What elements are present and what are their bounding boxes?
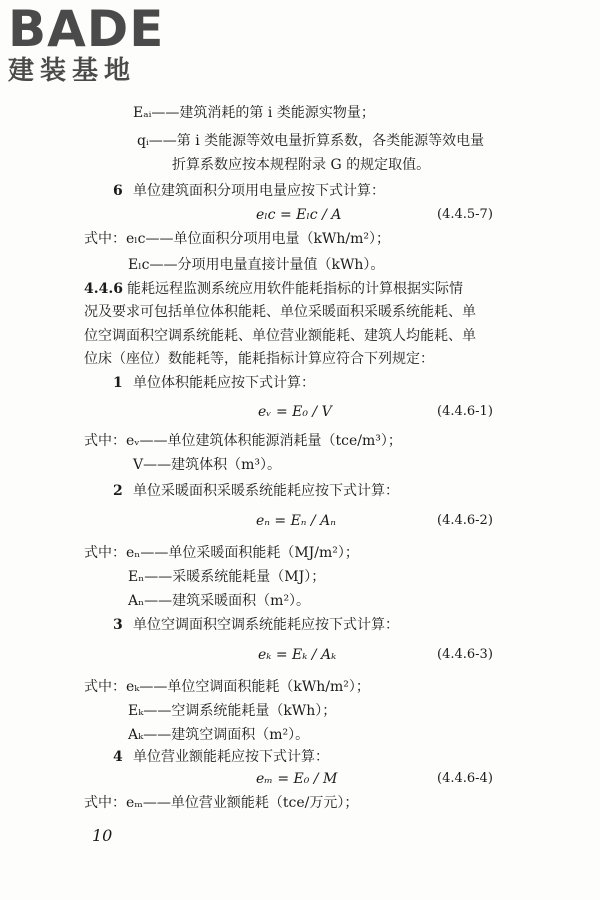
where-e-n: 式中：eₙ——单位采暖面积能耗（MJ/m²）； (84, 545, 359, 561)
section-number: 4.4.6 (84, 281, 123, 297)
equation-4-4-6-4: eₘ = E₀ / M (256, 771, 338, 787)
where-A-n: Aₙ——建筑采暖面积（m²）。 (128, 593, 311, 609)
item-6-text: 单位建筑面积分项用电量应按下式计算： (133, 183, 385, 199)
logo-subtitle: 建装基地 (8, 56, 137, 86)
where-A-k: Aₖ——建筑空调面积（m²）。 (128, 727, 310, 743)
item-4-text: 单位营业额能耗应按下式计算： (133, 749, 329, 765)
equation-4-4-6-2: eₙ = Eₙ / Aₙ (256, 513, 336, 529)
page-number: 10 (92, 826, 113, 845)
item-2-number: 2 (113, 483, 123, 499)
equation-number-4-4-6-4: (4.4.6-4) (437, 771, 493, 786)
where-E-n: Eₙ——采暖系统能耗量（MJ）； (128, 569, 326, 585)
where-E-k: Eₖ——空调系统能耗量（kWh）； (128, 703, 337, 719)
where-e-lc: 式中：eₗc——单位面积分项用电量（kWh/m²）； (84, 231, 391, 247)
where-e-v: 式中：eᵥ——单位建筑体积能源消耗量（tce/m³）； (84, 433, 402, 449)
equation-4-4-6-3: eₖ = Eₖ / Aₖ (258, 647, 337, 663)
equation-number-4-4-6-1: (4.4.6-1) (437, 404, 493, 419)
where-e-m: 式中：eₘ——单位营业额能耗（tce/万元）； (84, 795, 359, 811)
definition-q-i-cont: 折算系数应按本规程附录 G 的规定取值。 (172, 157, 431, 173)
paragraph-line-4: 位床（座位）数能耗等，能耗指标计算应符合下列规定： (84, 351, 434, 367)
item-2-text: 单位采暖面积采暖系统能耗应按下式计算： (133, 483, 399, 499)
equation-number-4-4-6-2: (4.4.6-2) (437, 513, 493, 528)
item-3-text: 单位空调面积空调系统能耗应按下式计算： (133, 617, 399, 633)
definition-q-i: qᵢ——第 i 类能源等效电量折算系数，各类能源等效电量 (137, 133, 485, 149)
equation-number-4-4-6-3: (4.4.6-3) (437, 647, 493, 662)
brand-logo (8, 0, 178, 86)
item-1-number: 1 (113, 375, 123, 391)
paragraph-line-2: 况及要求可包括单位体积能耗、单位采暖面积采暖系统能耗、单 (84, 304, 476, 320)
where-E-lc: Eₗc——分项用电量直接计量值（kWh）。 (128, 257, 385, 273)
equation-number-4-4-5-7: (4.4.5-7) (437, 207, 493, 222)
section-text: 能耗远程监测系统应用软件能耗指标的计算根据实际情 (127, 281, 463, 297)
item-1-text: 单位体积能耗应按下式计算： (133, 375, 315, 391)
item-6-number: 6 (113, 183, 123, 199)
item-3-number: 3 (113, 617, 123, 633)
where-V: V——建筑体积（m³）。 (133, 457, 281, 473)
where-e-k: 式中：eₖ——单位空调面积能耗（kWh/m²）； (84, 679, 370, 695)
equation-4-4-5-7: eₗc = Eₗc / A (256, 207, 342, 223)
equation-4-4-6-1: eᵥ = E₀ / V (258, 404, 332, 420)
definition-e-ai: Eₐᵢ——建筑消耗的第 i 类能源实物量； (133, 105, 375, 121)
paragraph-line-3: 位空调面积空调系统能耗、单位营业额能耗、建筑人均能耗、单 (84, 328, 476, 344)
item-4-number: 4 (113, 749, 123, 765)
logo-wordmark: BADE (8, 0, 165, 58)
